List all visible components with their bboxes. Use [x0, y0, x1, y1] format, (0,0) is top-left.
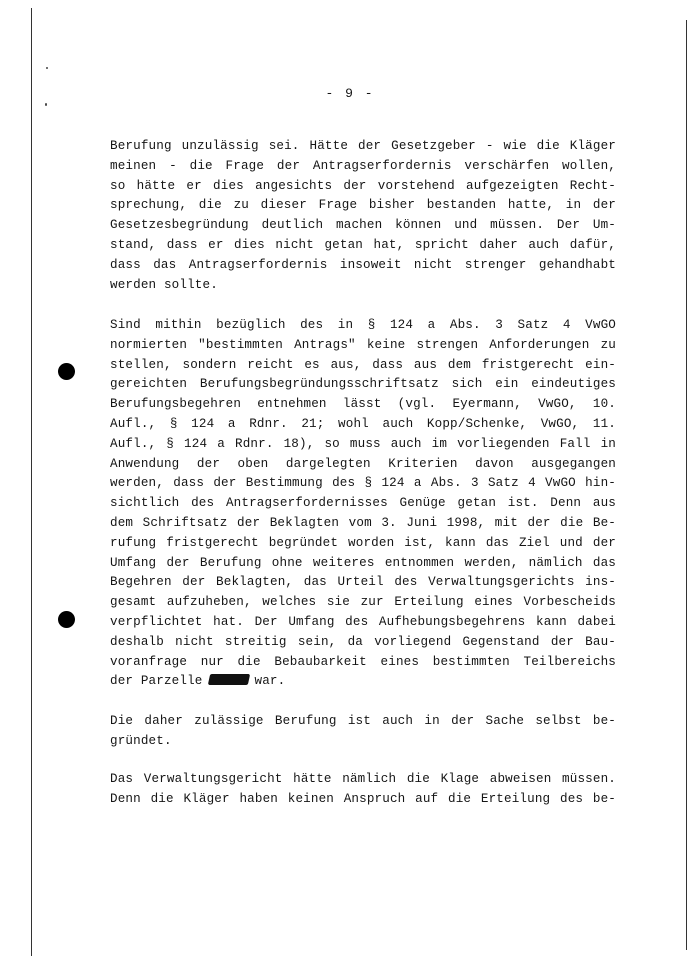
text-line: Berufung unzulässig sei. Hätte der Gesetzgeber - wie die Kläger: [110, 139, 616, 153]
paragraph: [110, 316, 616, 692]
text-line: Umfang der Berufung ohne weiteres entnommen werden, nämlich das: [110, 555, 616, 570]
text-line: verpflichtet hat. Der Umfang des Aufhebungsbegehrens kann dabei: [110, 614, 616, 629]
text-line: gereichten Berufungsbegründungsschriftsatz sich ein eindeutiges: [110, 377, 616, 392]
paragraph: [110, 137, 616, 295]
text-line: Denn die Kläger haben keinen Anspruch auf die Erteilung des be-: [110, 791, 616, 806]
text-line: gründet.: [110, 733, 172, 748]
text-line: dem Schriftsatz der Beklagten vom 3. Juni 1998, mit der die Be-: [110, 515, 616, 530]
text-line: so hätte er dies angesichts der vorstehend aufgezeigten Recht-: [110, 178, 616, 193]
text-line: gesamt aufzuheben, welches sie zur Erteilung eines Vorbescheids: [110, 595, 616, 610]
paragraph: [110, 770, 616, 810]
punch-hole-bottom: [58, 611, 75, 628]
text-line: rufung fristgerecht begründet worden ist, kann das Ziel und der: [110, 535, 616, 550]
text-line: Die daher zulässige Berufung ist auch in der Sache selbst be-: [110, 714, 616, 728]
text-line: voranfrage nur die Bebaubarkeit eines bestimmten Teilbereichs: [110, 654, 616, 669]
text-line: [110, 672, 616, 692]
paragraph: [110, 712, 616, 752]
right-margin-line: [686, 20, 687, 950]
text-line: werden sollte.: [110, 277, 218, 292]
text-line: Berufungsbegehren entnehmen lässt (vgl. Eyermann, VwGO, 10.: [110, 397, 616, 412]
text-line: Aufl., § 124 a Rdnr. 18), so muss auch im vorliegenden Fall in: [110, 436, 616, 451]
margin-mark: [45, 103, 47, 106]
text-line: deshalb nicht streitig sein, da vorliegend Gegenstand der Bau-: [110, 634, 616, 649]
text-fragment: war.: [254, 674, 286, 689]
text-line: werden, dass der Bestimmung des § 124 a Abs. 3 Satz 4 VwGO hin-: [110, 476, 616, 491]
text-line: dass das Antragserfordernis insoweit nicht strenger gehandhabt: [110, 257, 616, 272]
redaction-mark: [207, 674, 249, 685]
text-line: stand, dass er dies nicht getan hat, spricht daher auch dafür,: [110, 237, 616, 252]
text-line: sprechung, die zu dieser Frage bisher bestanden hatte, in der: [110, 198, 616, 213]
page-number: - 9 -: [325, 86, 375, 101]
text-line: Sind mithin bezüglich des in § 124 a Abs. 3 Satz 4 VwGO: [110, 318, 616, 332]
punch-hole-top: [58, 363, 75, 380]
text-line: Anwendung der oben dargelegten Kriterien davon ausgegangen: [110, 456, 616, 471]
text-line: Gesetzesbegründung deutlich machen können und müssen. Der Um-: [110, 218, 616, 233]
text-line: meinen - die Frage der Antragserfordernis verschärfen wollen,: [110, 158, 616, 173]
text-line: Aufl., § 124 a Rdnr. 21; wohl auch Kopp/Schenke, VwGO, 11.: [110, 416, 616, 431]
text-line: normierten "bestimmten Antrags" keine strengen Anforderungen zu: [110, 337, 616, 352]
text-line: sichtlich des Antragserfordernisses Genüge getan ist. Denn aus: [110, 496, 616, 511]
text-fragment: der Parzelle: [110, 674, 203, 689]
text-line: stellen, sondern reicht es aus, dass aus dem fristgerecht ein-: [110, 357, 616, 372]
text-line: Das Verwaltungsgericht hätte nämlich die Klage abweisen müssen.: [110, 772, 616, 786]
margin-mark: [46, 67, 48, 69]
left-margin-line: [31, 8, 32, 956]
text-line: Begehren der Beklagten, das Urteil des Verwaltungsgerichts ins-: [110, 575, 616, 590]
